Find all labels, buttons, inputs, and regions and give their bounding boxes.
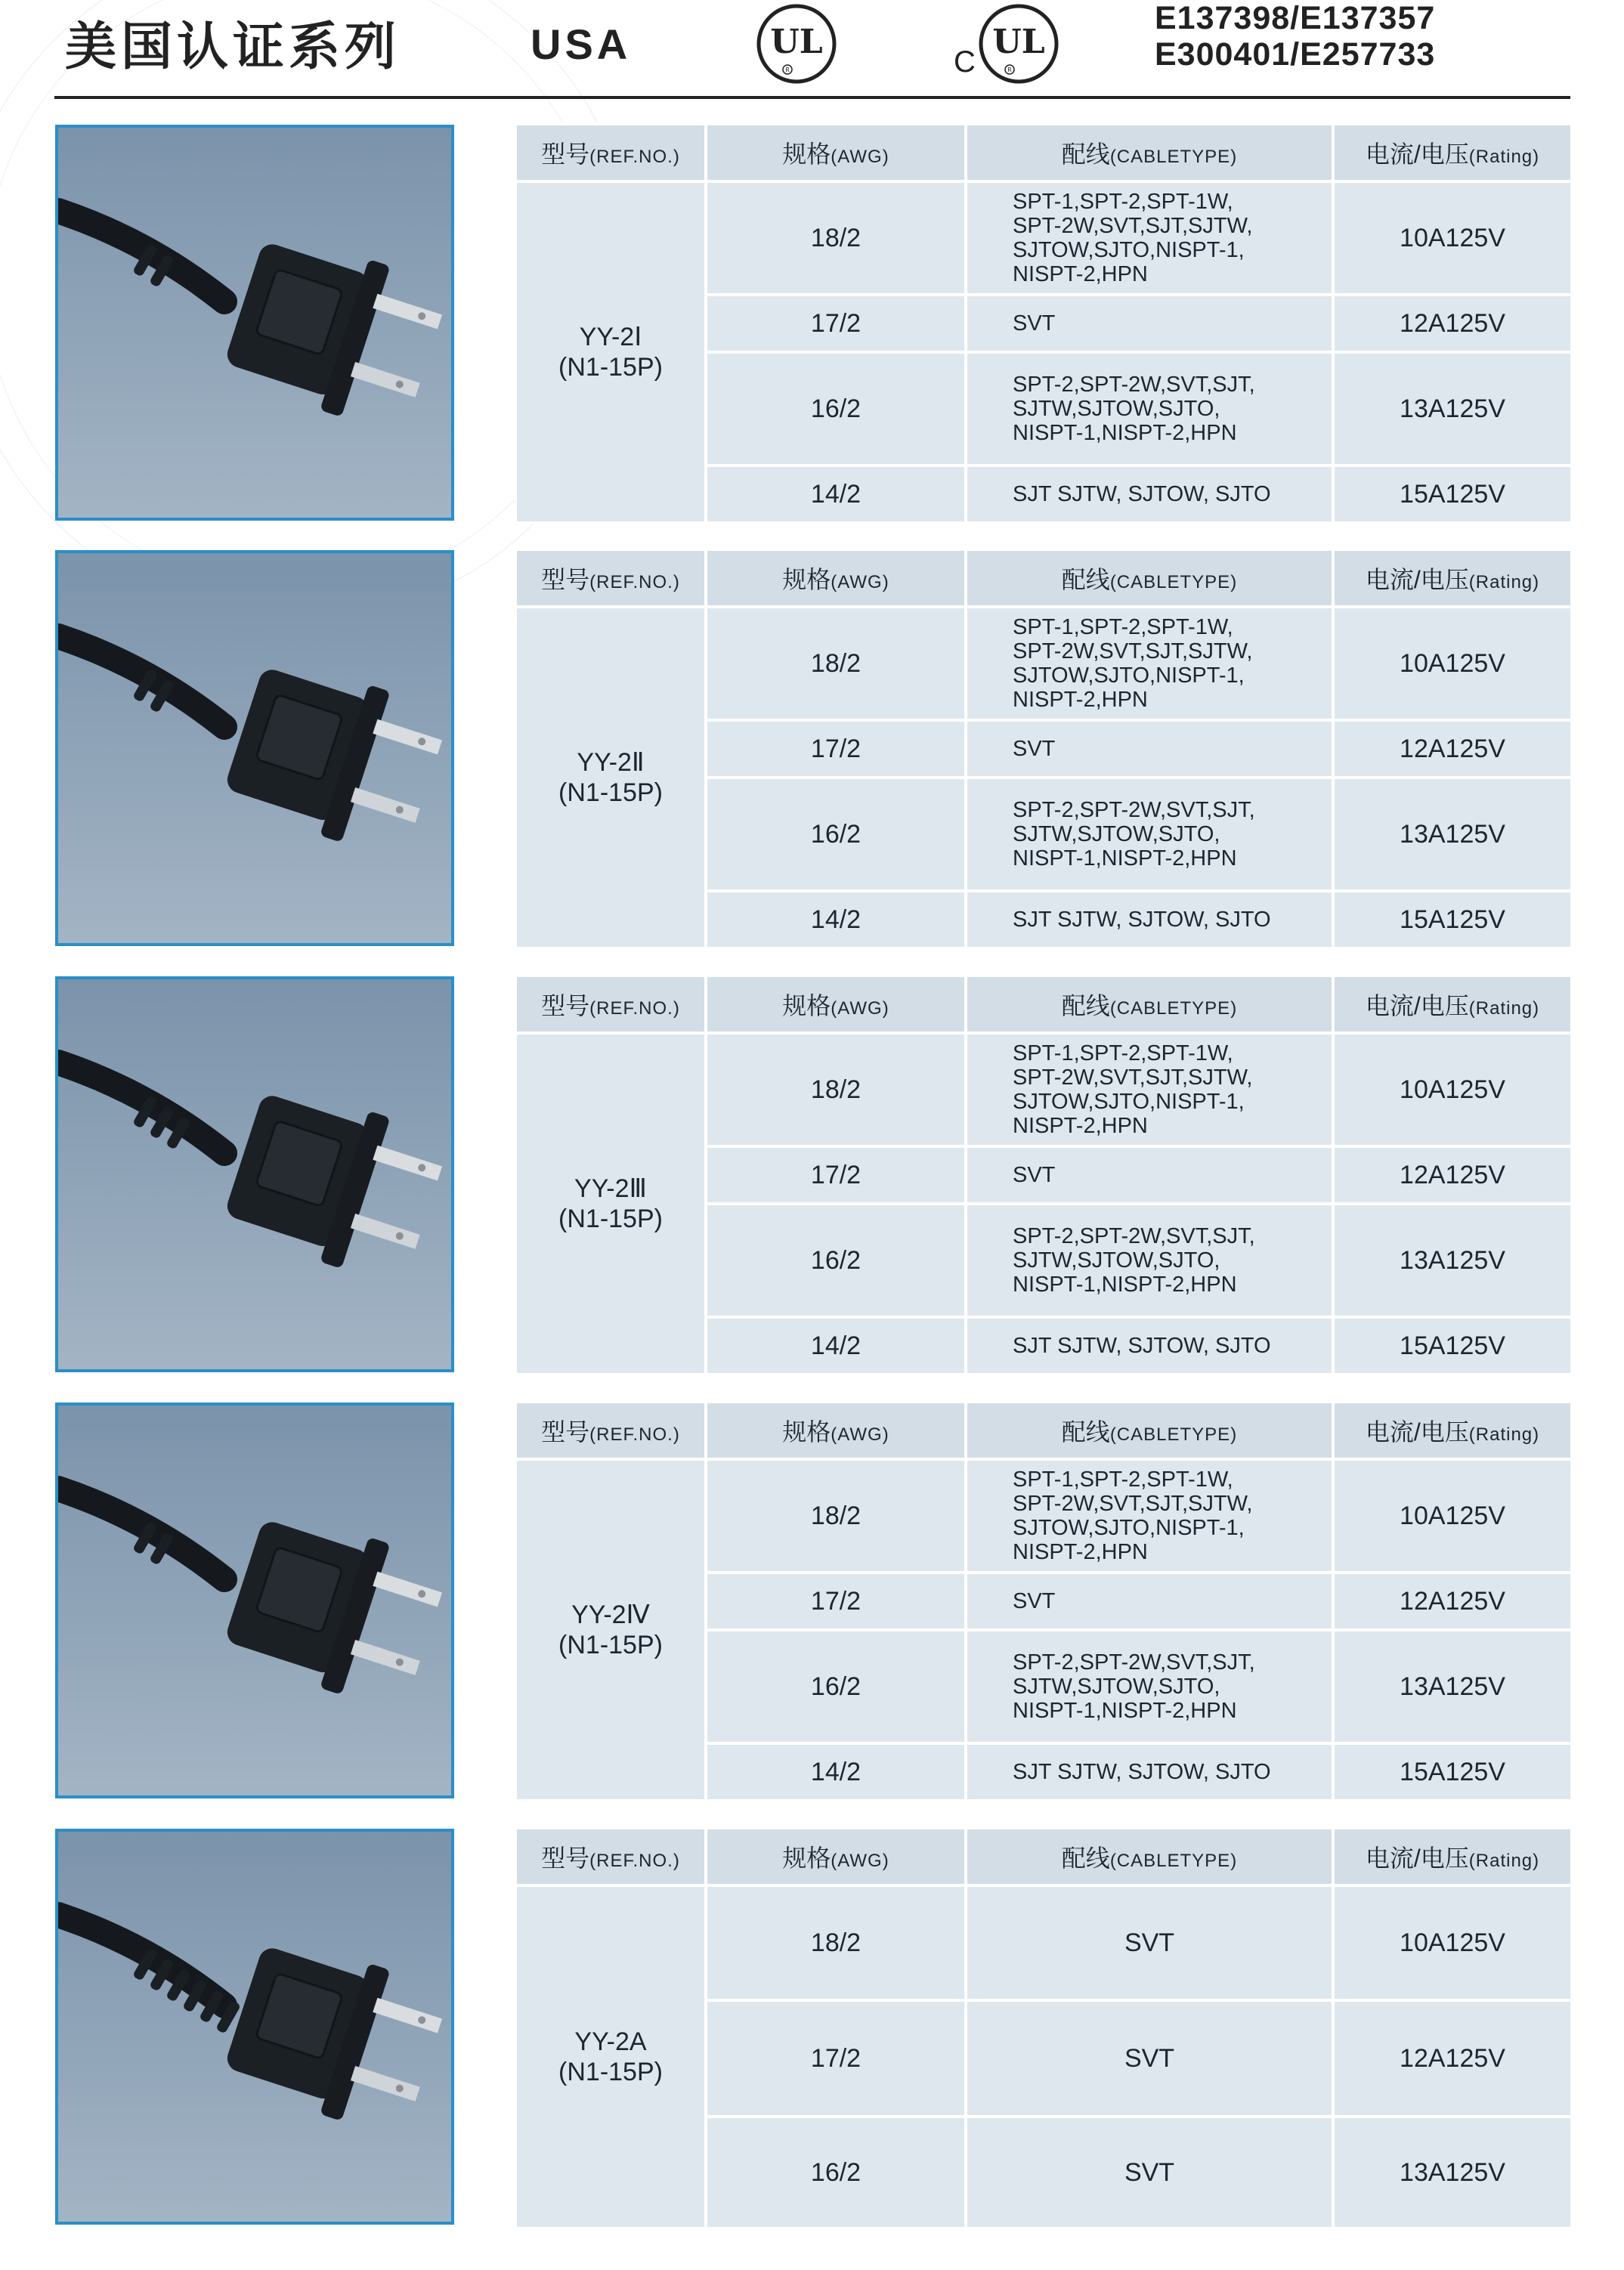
cabletype-cell: SPT-2,SPT-2W,SVT,SJT, SJTW,SJTOW,SJTO, NISPT-1,NISPT-2,HPN bbox=[966, 1630, 1333, 1743]
rating-cell: 15A125V bbox=[1333, 1317, 1572, 1375]
column-header-awg bbox=[706, 1402, 966, 1459]
certificate-line-1: E137398/E137357 bbox=[1155, 0, 1436, 36]
awg-cell: 16/2 bbox=[706, 2117, 966, 2228]
awg-cell: 18/2 bbox=[706, 1885, 966, 2000]
model-number: YY-2Ⅰ bbox=[579, 323, 642, 351]
cabletype-cell: SJT SJTW, SJTOW, SJTO bbox=[966, 465, 1333, 523]
awg-cell: 18/2 bbox=[706, 1033, 966, 1146]
column-header-model bbox=[515, 1402, 706, 1459]
column-header-cabletype bbox=[966, 976, 1333, 1033]
column-header-label: 型号 bbox=[541, 1845, 590, 1872]
model-cell bbox=[515, 1459, 706, 1801]
model-number: YY-2Ⅳ bbox=[571, 1600, 650, 1629]
header-divider bbox=[54, 96, 1570, 99]
column-header-sublabel: (REF.NO.) bbox=[589, 572, 680, 592]
rating-cell: 10A125V bbox=[1333, 1459, 1572, 1573]
product-photo bbox=[55, 125, 454, 521]
column-header-rating bbox=[1333, 976, 1572, 1033]
column-header-sublabel: (AWG) bbox=[831, 998, 889, 1019]
column-header-label: 规格 bbox=[782, 1418, 831, 1446]
rating-cell: 13A125V bbox=[1333, 352, 1572, 465]
cabletype-cell: SPT-2,SPT-2W,SVT,SJT, SJTW,SJTOW,SJTO, NISPT-1,NISPT-2,HPN bbox=[966, 352, 1333, 465]
column-header-label: 电流/电压 bbox=[1365, 992, 1469, 1019]
column-header-sublabel: (CABLETYPE) bbox=[1109, 147, 1238, 167]
column-header-label: 配线 bbox=[1061, 1845, 1110, 1872]
table-header-row bbox=[515, 1402, 1572, 1459]
column-header-sublabel: (AWG) bbox=[831, 147, 889, 167]
cabletype-cell: SVT bbox=[966, 1573, 1333, 1630]
column-header-label: 型号 bbox=[541, 992, 590, 1019]
product-photo bbox=[55, 550, 454, 946]
cabletype-cell: SJT SJTW, SJTOW, SJTO bbox=[966, 1317, 1333, 1375]
table-row bbox=[515, 181, 1572, 295]
cabletype-cell: SVT bbox=[966, 1146, 1333, 1204]
model-cell bbox=[515, 1033, 706, 1375]
country-label: USA bbox=[531, 20, 632, 68]
column-header-label: 配线 bbox=[1061, 141, 1110, 168]
cabletype-cell: SVT bbox=[966, 2000, 1333, 2117]
column-header-sublabel: (REF.NO.) bbox=[589, 1851, 680, 1871]
column-header-label: 规格 bbox=[782, 141, 831, 168]
svg-text:UL: UL bbox=[770, 23, 823, 61]
column-header-label: 电流/电压 bbox=[1365, 141, 1469, 168]
column-header-label: 电流/电压 bbox=[1365, 1845, 1469, 1872]
page-header bbox=[0, 0, 1624, 98]
plug-standard: (N1-15P) bbox=[558, 1631, 663, 1659]
column-header-awg bbox=[706, 976, 966, 1033]
model-cell bbox=[515, 607, 706, 948]
table-header-row bbox=[515, 1828, 1572, 1885]
rating-cell: 12A125V bbox=[1333, 1573, 1572, 1630]
column-header-label: 配线 bbox=[1061, 1418, 1110, 1446]
rating-cell: 13A125V bbox=[1333, 1630, 1572, 1743]
column-header-cabletype bbox=[966, 1828, 1333, 1885]
column-header-sublabel: (CABLETYPE) bbox=[1109, 998, 1238, 1019]
spec-table bbox=[514, 548, 1573, 950]
rating-cell: 10A125V bbox=[1333, 607, 1572, 720]
plug-standard: (N1-15P) bbox=[558, 1205, 663, 1233]
model-number: YY-2Ⅲ bbox=[574, 1174, 647, 1203]
rating-cell: 12A125V bbox=[1333, 1146, 1572, 1204]
c-mark: C bbox=[954, 45, 976, 79]
cabletype-cell: SPT-1,SPT-2,SPT-1W, SPT-2W,SVT,SJT,SJTW, SJTOW,SJTO,NISPT-1, NISPT-2,HPN bbox=[966, 607, 1333, 720]
column-header-label: 电流/电压 bbox=[1365, 566, 1469, 593]
awg-cell: 17/2 bbox=[706, 1146, 966, 1204]
spec-table bbox=[514, 122, 1573, 524]
table-row bbox=[515, 607, 1572, 720]
plug-standard: (N1-15P) bbox=[558, 353, 663, 382]
svg-text:R: R bbox=[1007, 66, 1012, 73]
spec-table bbox=[514, 1826, 1573, 2230]
model-cell bbox=[515, 1885, 706, 2228]
cabletype-cell: SVT bbox=[966, 1885, 1333, 2000]
awg-cell: 17/2 bbox=[706, 295, 966, 352]
column-header-label: 型号 bbox=[541, 1418, 590, 1446]
cabletype-cell: SJT SJTW, SJTOW, SJTO bbox=[966, 1743, 1333, 1801]
table-header-row bbox=[515, 549, 1572, 607]
column-header-label: 规格 bbox=[782, 992, 831, 1019]
column-header-rating bbox=[1333, 124, 1572, 181]
awg-cell: 14/2 bbox=[706, 891, 966, 948]
column-header-model bbox=[515, 1828, 706, 1885]
column-header-cabletype bbox=[966, 1402, 1333, 1459]
column-header-sublabel: (CABLETYPE) bbox=[1109, 1851, 1238, 1871]
awg-cell: 17/2 bbox=[706, 720, 966, 778]
column-header-sublabel: (AWG) bbox=[831, 1424, 889, 1445]
rating-cell: 15A125V bbox=[1333, 1743, 1572, 1801]
column-header-cabletype bbox=[966, 549, 1333, 607]
cabletype-cell: SPT-2,SPT-2W,SVT,SJT, SJTW,SJTOW,SJTO, NISPT-1,NISPT-2,HPN bbox=[966, 1204, 1333, 1317]
page-title: 美国认证系列 bbox=[65, 17, 401, 77]
column-header-sublabel: (Rating) bbox=[1468, 572, 1540, 592]
awg-cell: 14/2 bbox=[706, 1743, 966, 1801]
cabletype-cell: SPT-1,SPT-2,SPT-1W, SPT-2W,SVT,SJT,SJTW, SJTOW,SJTO,NISPT-1, NISPT-2,HPN bbox=[966, 1459, 1333, 1573]
rating-cell: 13A125V bbox=[1333, 1204, 1572, 1317]
model-number: YY-2A bbox=[574, 2027, 647, 2056]
column-header-sublabel: (REF.NO.) bbox=[589, 1424, 680, 1445]
awg-cell: 16/2 bbox=[706, 1630, 966, 1743]
awg-cell: 18/2 bbox=[706, 1459, 966, 1573]
table-row bbox=[515, 1885, 1572, 2000]
awg-cell: 18/2 bbox=[706, 607, 966, 720]
awg-cell: 16/2 bbox=[706, 1204, 966, 1317]
rating-cell: 10A125V bbox=[1333, 181, 1572, 295]
column-header-awg bbox=[706, 124, 966, 181]
column-header-sublabel: (Rating) bbox=[1468, 147, 1540, 167]
column-header-rating bbox=[1333, 1828, 1572, 1885]
column-header-sublabel: (AWG) bbox=[831, 572, 889, 592]
column-header-label: 配线 bbox=[1061, 992, 1110, 1019]
rating-cell: 10A125V bbox=[1333, 1885, 1572, 2000]
cabletype-cell: SVT bbox=[966, 295, 1333, 352]
cabletype-cell: SPT-1,SPT-2,SPT-1W, SPT-2W,SVT,SJT,SJTW, SJTOW,SJTO,NISPT-1, NISPT-2,HPN bbox=[966, 181, 1333, 295]
rating-cell: 10A125V bbox=[1333, 1033, 1572, 1146]
column-header-sublabel: (REF.NO.) bbox=[589, 147, 680, 167]
cabletype-cell: SVT bbox=[966, 720, 1333, 778]
column-header-rating bbox=[1333, 549, 1572, 607]
plug-standard: (N1-15P) bbox=[558, 778, 663, 807]
plug-standard: (N1-15P) bbox=[558, 2058, 663, 2086]
column-header-label: 电流/电压 bbox=[1365, 1418, 1469, 1446]
rating-cell: 12A125V bbox=[1333, 295, 1572, 352]
rating-cell: 12A125V bbox=[1333, 720, 1572, 778]
rating-cell: 15A125V bbox=[1333, 465, 1572, 523]
column-header-cabletype bbox=[966, 124, 1333, 181]
awg-cell: 16/2 bbox=[706, 778, 966, 891]
column-header-rating bbox=[1333, 1402, 1572, 1459]
product-photo bbox=[55, 1829, 454, 2225]
cul-logo bbox=[976, 2, 1061, 86]
rating-cell: 13A125V bbox=[1333, 778, 1572, 891]
table-header-row bbox=[515, 124, 1572, 181]
model-cell bbox=[515, 181, 706, 523]
svg-text:R: R bbox=[785, 66, 790, 73]
column-header-sublabel: (Rating) bbox=[1468, 1424, 1540, 1445]
column-header-awg bbox=[706, 1828, 966, 1885]
column-header-sublabel: (CABLETYPE) bbox=[1109, 572, 1238, 592]
column-header-label: 型号 bbox=[541, 141, 590, 168]
cabletype-cell: SPT-2,SPT-2W,SVT,SJT, SJTW,SJTOW,SJTO, NISPT-1,NISPT-2,HPN bbox=[966, 778, 1333, 891]
column-header-model bbox=[515, 549, 706, 607]
column-header-sublabel: (Rating) bbox=[1468, 998, 1540, 1019]
svg-text:UL: UL bbox=[992, 23, 1045, 61]
rating-cell: 12A125V bbox=[1333, 2000, 1572, 2117]
column-header-sublabel: (Rating) bbox=[1468, 1851, 1540, 1871]
column-header-sublabel: (REF.NO.) bbox=[589, 998, 680, 1019]
column-header-awg bbox=[706, 549, 966, 607]
column-header-sublabel: (AWG) bbox=[831, 1851, 889, 1871]
cabletype-cell: SVT bbox=[966, 2117, 1333, 2228]
column-header-model bbox=[515, 976, 706, 1033]
column-header-label: 规格 bbox=[782, 566, 831, 593]
product-photo bbox=[55, 976, 454, 1372]
spec-table bbox=[514, 1400, 1573, 1802]
cabletype-cell: SPT-1,SPT-2,SPT-1W, SPT-2W,SVT,SJT,SJTW, SJTOW,SJTO,NISPT-1, NISPT-2,HPN bbox=[966, 1033, 1333, 1146]
awg-cell: 17/2 bbox=[706, 2000, 966, 2117]
awg-cell: 14/2 bbox=[706, 465, 966, 523]
ul-logo bbox=[754, 2, 839, 86]
table-row bbox=[515, 1459, 1572, 1573]
rating-cell: 13A125V bbox=[1333, 2117, 1572, 2228]
product-photo bbox=[55, 1403, 454, 1798]
awg-cell: 16/2 bbox=[706, 352, 966, 465]
awg-cell: 18/2 bbox=[706, 181, 966, 295]
awg-cell: 17/2 bbox=[706, 1573, 966, 1630]
certificate-line-2: E300401/E257733 bbox=[1155, 36, 1436, 73]
cabletype-cell: SJT SJTW, SJTOW, SJTO bbox=[966, 891, 1333, 948]
column-header-label: 配线 bbox=[1061, 566, 1110, 593]
spec-table bbox=[514, 974, 1573, 1376]
column-header-sublabel: (CABLETYPE) bbox=[1109, 1424, 1238, 1445]
certificate-numbers bbox=[1155, 0, 1435, 73]
awg-cell: 14/2 bbox=[706, 1317, 966, 1375]
table-row bbox=[515, 1033, 1572, 1146]
table-header-row bbox=[515, 976, 1572, 1033]
column-header-label: 规格 bbox=[782, 1845, 831, 1872]
column-header-label: 型号 bbox=[541, 566, 590, 593]
column-header-model bbox=[515, 124, 706, 181]
model-number: YY-2Ⅱ bbox=[577, 748, 645, 777]
rating-cell: 15A125V bbox=[1333, 891, 1572, 948]
